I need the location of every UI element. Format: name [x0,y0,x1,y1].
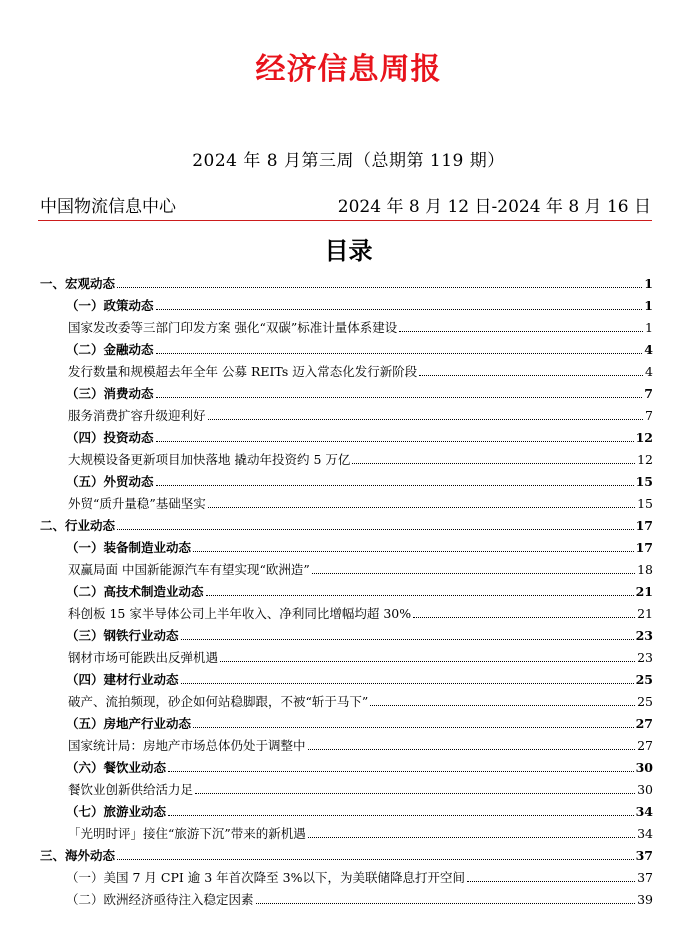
toc-page-number: 4 [645,364,653,379]
toc-entry[interactable] [40,336,653,358]
toc-page-number: 39 [637,892,653,907]
toc-leader [220,661,635,662]
toc-entry[interactable] [40,446,653,468]
toc-entry[interactable] [40,512,653,534]
toc-page-number: 17 [635,518,653,533]
toc-entry[interactable] [40,534,653,556]
toc-entry-label: 大规模设备更新项目加快落地 撬动年投资约 5 万亿 [68,452,351,467]
toc-entry-label: 国家统计局：房地产市场总体仍处于调整中 [68,738,306,753]
toc-leader [156,485,634,486]
toc-entry-label: 国家发改委等三部门印发方案 强化“双碳”标准计量体系建设 [68,320,398,335]
toc-entry-label: 服务消费扩容升级迎利好 [68,408,206,423]
toc-entry-label: （二）高技术制造业动态 [66,584,204,599]
toc-page-number: 12 [635,430,653,445]
toc-entry[interactable] [40,820,653,842]
toc-entry[interactable] [40,732,653,754]
toc-leader [181,683,634,684]
toc-entry-label: （六）餐饮业动态 [66,760,167,775]
toc-entry-label: 三、海外动态 [40,848,116,863]
toc-entry[interactable] [40,776,653,798]
toc-page-number: 21 [635,584,653,599]
toc-entry-label: 外贸“质升量稳”基础坚实 [68,496,206,511]
toc-entry[interactable] [40,556,653,578]
toc-entry-label: （一）装备制造业动态 [66,540,192,555]
toc-page-number: 7 [645,408,653,423]
toc-entry-label: 餐饮业创新供给活力足 [68,782,194,797]
toc-entry[interactable] [40,688,653,710]
toc-entry[interactable] [40,622,653,644]
toc-entry[interactable] [40,798,653,820]
toc-title: 目录 [324,237,373,265]
toc-leader [419,375,643,376]
toc-leader [195,793,635,794]
toc-page-number: 34 [635,804,653,819]
toc-entry[interactable] [40,864,653,886]
toc-entry-label: 发行数量和规模超去年全年 公募 REITs 迈入常态化发行新阶段 [68,364,418,379]
date-range: 2024 年 8 月 12 日-2024 年 8 月 16 日 [337,197,651,217]
toc-entry-label: （四）建材行业动态 [66,672,179,687]
toc-entry-label: 「光明时评」接住“旅游下沉”带来的新机遇 [68,826,306,841]
toc-page-number: 1 [644,276,653,291]
toc-entry[interactable] [40,424,653,446]
toc-page-number: 12 [637,452,653,467]
toc-leader [168,815,634,816]
toc-page-number: 23 [637,650,653,665]
toc-leader [193,551,634,552]
toc-entry-label: 科创板 15 家半导体公司上半年收入、净利同比增幅均超 30% [68,606,412,621]
toc-page-number: 30 [635,760,653,775]
toc-leader [168,771,634,772]
toc-leader [399,331,643,332]
toc-entry[interactable] [40,468,653,490]
toc-leader [208,507,635,508]
toc-page-number: 21 [637,606,653,621]
toc-leader [312,573,635,574]
toc-leader [208,419,644,420]
toc-entry-label: （二）金融动态 [66,342,154,357]
toc-entry[interactable] [40,380,653,402]
toc-leader [193,727,634,728]
toc-leader [156,353,643,354]
toc-page-number: 23 [635,628,653,643]
toc-page-number: 1 [644,298,653,313]
toc-entry[interactable] [40,842,653,864]
toc-page-number: 4 [644,342,653,357]
toc-entry-label: （五）房地产行业动态 [66,716,192,731]
toc-page-number: 34 [637,826,653,841]
toc-leader [156,397,643,398]
toc-leader [256,903,636,904]
toc-page-number: 1 [645,320,653,335]
toc-page-number: 15 [637,496,653,511]
toc-leader [181,639,634,640]
toc-entry[interactable] [40,490,653,512]
toc-entry[interactable] [40,754,653,776]
toc-entry[interactable] [40,600,653,622]
toc-entry[interactable] [40,292,653,314]
toc-entry[interactable] [40,644,653,666]
table-of-contents [40,270,653,908]
organization-name: 中国物流信息中心 [40,197,176,217]
toc-entry[interactable] [40,710,653,732]
toc-entry-label: （三）钢铁行业动态 [66,628,179,643]
header-divider [38,220,652,221]
toc-leader [156,441,634,442]
toc-page-number: 15 [635,474,653,489]
toc-page-number: 37 [635,848,653,863]
toc-entry-label: 破产、流拍频现，砂企如何站稳脚跟，不被“斩于马下” [68,694,369,709]
toc-entry-label: 双赢局面 中国新能源汽车有望实现“欧洲造” [68,562,310,577]
toc-leader [308,749,636,750]
toc-leader [117,287,642,288]
toc-entry-label: （四）投资动态 [66,430,154,445]
issue-subtitle: 2024 年 8 月第三周（总期第 119 期） [192,151,505,171]
toc-page-number: 17 [635,540,653,555]
toc-entry[interactable] [40,402,653,424]
report-title: 经济信息周报 [255,52,442,87]
toc-page-number: 27 [637,738,653,753]
toc-leader [467,881,635,882]
toc-leader [117,529,634,530]
toc-leader [352,463,635,464]
toc-entry-label: （七）旅游业动态 [66,804,167,819]
toc-entry-label: 钢材市场可能跌出反弹机遇 [68,650,219,665]
toc-leader [370,705,635,706]
toc-entry-label: （一）政策动态 [66,298,154,313]
toc-page-number: 30 [637,782,653,797]
toc-page-number: 27 [635,716,653,731]
toc-entry-label: （三）消费动态 [66,386,154,401]
toc-entry-label: （五）外贸动态 [66,474,154,489]
toc-leader [206,595,634,596]
toc-page-number: 18 [637,562,653,577]
toc-entry-label: 二、行业动态 [40,518,116,533]
toc-leader [308,837,635,838]
toc-entry-label: （一）美国 7 月 CPI 逾 3 年首次降至 3%以下，为美联储降息打开空间 [66,870,465,885]
toc-entry[interactable] [40,886,653,908]
toc-entry[interactable] [40,270,653,292]
toc-page-number: 25 [635,672,653,687]
toc-page-number: 25 [637,694,653,709]
toc-leader [117,859,634,860]
toc-entry[interactable] [40,314,653,336]
toc-entry-label: （二）欧洲经济亟待注入稳定因素 [66,892,254,907]
toc-page-number: 7 [644,386,653,401]
toc-leader [156,309,643,310]
toc-page-number: 37 [637,870,653,885]
toc-entry-label: 一、宏观动态 [40,276,116,291]
toc-entry[interactable] [40,578,653,600]
toc-leader [413,617,635,618]
toc-entry[interactable] [40,666,653,688]
toc-entry[interactable] [40,358,653,380]
